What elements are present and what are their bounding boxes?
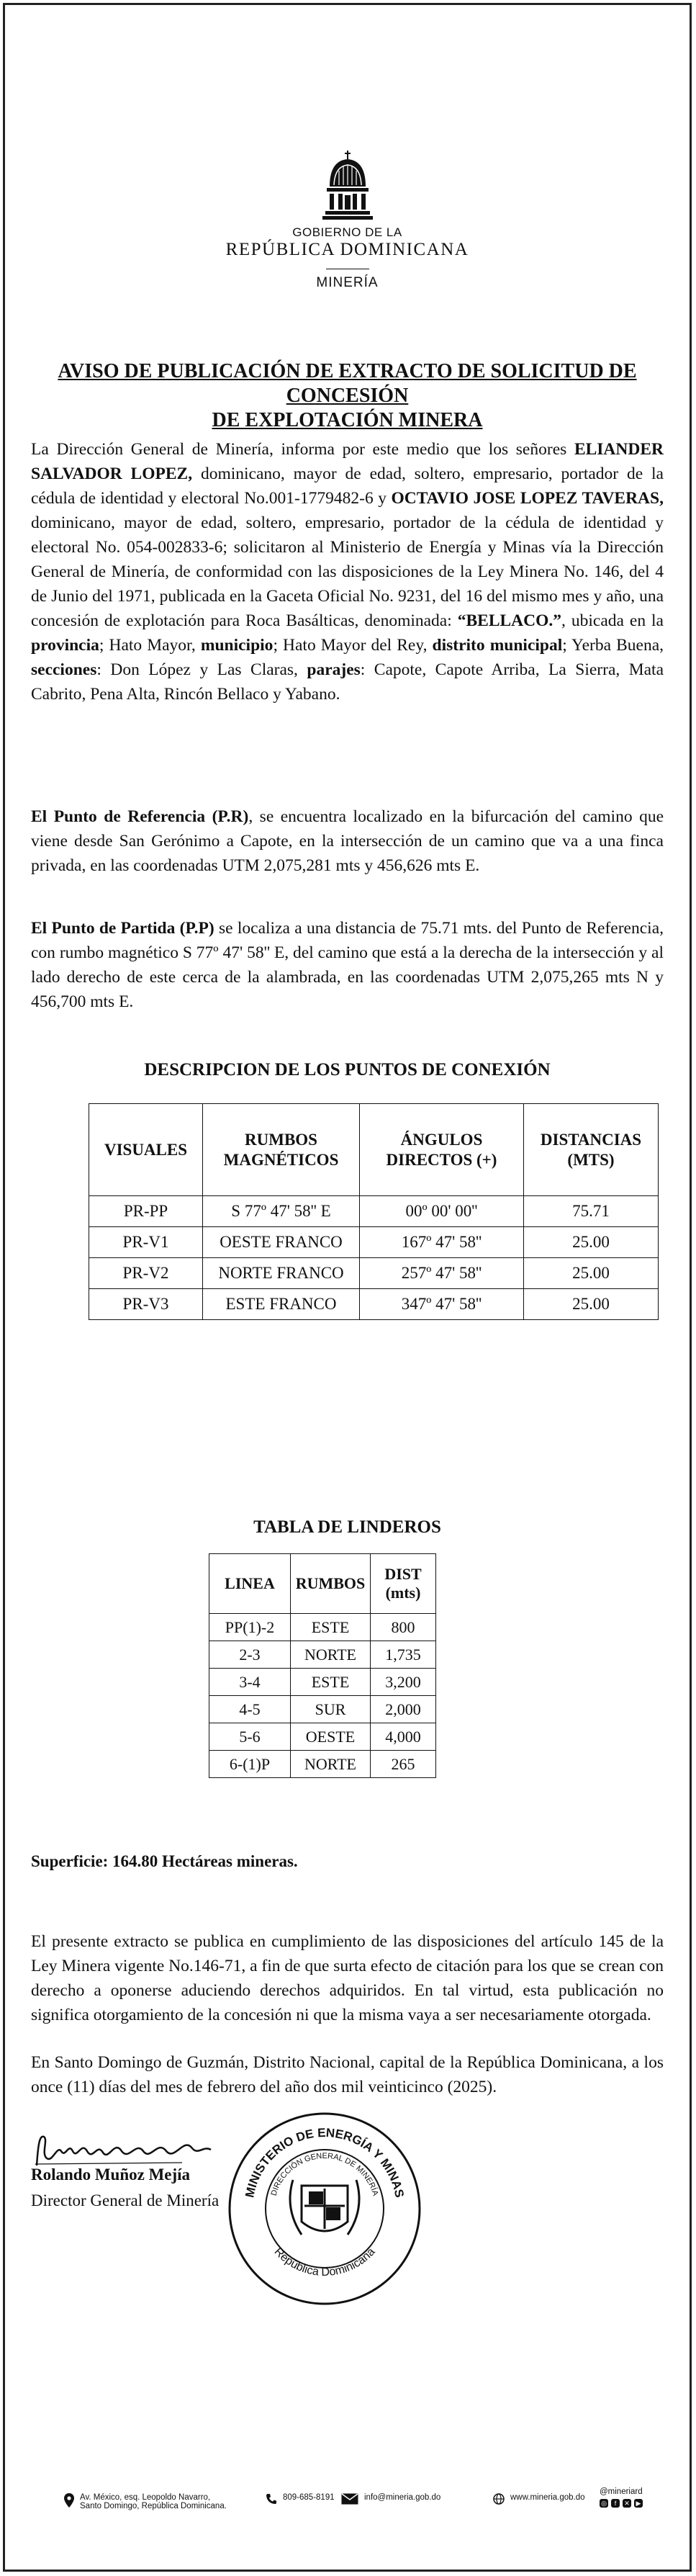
label-secciones: secciones: [31, 660, 97, 679]
text-run: , ubicada en la: [561, 611, 664, 630]
intro-paragraph: [31, 437, 664, 706]
table-cell: 265: [371, 1751, 436, 1778]
table-cell: ESTE FRANCO: [203, 1289, 360, 1320]
table-header-cell: DIST (mts): [371, 1554, 436, 1614]
surface-area: Superficie: 164.80 Hectáreas mineras.: [31, 1852, 298, 1870]
twitter-icon[interactable]: ✕: [623, 2499, 631, 2508]
stamp-top-text: MINISTERIO DE ENERGÍA Y MINAS: [243, 2125, 407, 2199]
starting-point-paragraph: [31, 916, 664, 1014]
table-cell: 257º 47' 58'': [360, 1258, 524, 1289]
letterhead: [31, 149, 664, 291]
text-run: La Dirección General de Minería, informa por este medio que los señores: [31, 440, 574, 459]
table-cell: ESTE: [291, 1614, 371, 1641]
table-cell: PP(1)-2: [209, 1614, 291, 1641]
table-header-cell: LINEA: [209, 1554, 291, 1614]
svg-text:MINISTERIO DE ENERGÍA Y MINAS: [243, 2126, 407, 2199]
starting-point-label: El Punto de Partida (P.P): [31, 919, 214, 938]
email-link[interactable]: info@mineria.gob.do: [364, 2493, 441, 2502]
document-body: [31, 5, 664, 2570]
text-run: se localiza a una distancia de 75.71 mts. del Punto de Referencia, con rumbo magnético S 77º 47' 58'' E, del camino que está a la derecha de la intersección y al lado derecho de este cerca de la alambrada, en las coordenadas UTM 2,075,265 mts N y 456,700 mts E.: [31, 919, 664, 1011]
official-stamp: [224, 2108, 425, 2310]
table-row: [209, 1751, 436, 1778]
table-cell: 4-5: [209, 1696, 291, 1723]
table-row: [89, 1289, 659, 1320]
table-header-cell: RUMBOS MAGNÉTICOS: [203, 1104, 360, 1196]
table-cell: PR-V1: [89, 1227, 203, 1258]
stamp-bottom-text: República Dominicana: [271, 2245, 378, 2279]
website-link[interactable]: www.mineria.gob.do: [510, 2493, 585, 2502]
table-header-cell: RUMBOS: [291, 1554, 371, 1614]
table-cell: 00º 00' 00'': [360, 1196, 524, 1227]
text-run: : Don López y Las Claras,: [96, 660, 307, 679]
footer-email: [341, 2493, 440, 2505]
table-cell: 1,735: [371, 1641, 436, 1669]
text-run: ; Hato Mayor del Rey,: [273, 636, 433, 655]
table-cell: PR-V3: [89, 1289, 203, 1320]
table-header-row: [89, 1104, 659, 1196]
legal-notice-paragraph: El presente extracto se publica en cumplimiento de las disposiciones del artículo 145 de la Ley Minera vigente No.146-71, a fin de que surta efecto de citación para los que se crean con derecho a oponerse aduciendo derechos adquiridos. En tal virtud, esta publicación no significa otorgamiento de la concesión ni que la misma vaya a ser necesariamente otorgada.: [31, 1932, 664, 2024]
table-cell: NORTE: [291, 1641, 371, 1669]
stamp-inner-text: DIRECCIÓN GENERAL DE MINERÍA: [269, 2151, 380, 2197]
boundaries-table: [209, 1553, 436, 1778]
footer-website: [493, 2493, 585, 2505]
table-cell: ESTE: [291, 1669, 371, 1696]
address-line-1: Av. México, esq. Leopoldo Navarro,: [80, 2493, 211, 2502]
phone-icon: [266, 2493, 277, 2505]
facebook-icon[interactable]: f: [611, 2499, 620, 2508]
government-seal-icon: [322, 149, 373, 221]
table-row: [209, 1669, 436, 1696]
signatory-name: Rolando Muñoz Mejía: [31, 2166, 191, 2184]
table-cell: 25.00: [524, 1258, 659, 1289]
label-provincia: provincia: [31, 636, 99, 655]
footer-contact-bar: [34, 2472, 661, 2551]
table-row: [89, 1196, 659, 1227]
table-row: [89, 1258, 659, 1289]
connection-points-title: DESCRIPCION DE LOS PUNTOS DE CONEXIÓN: [144, 1060, 551, 1080]
location-pin-icon: [64, 2493, 74, 2508]
table-cell: 25.00: [524, 1289, 659, 1320]
text-run: dominicano, mayor de edad, soltero, empresario, portador de la cédula de identidad y electoral No. 054-002833-6; solicitaron al Ministerio de Energía y Minas vía la Dirección General de Minería, de conformidad con las disposiciones de la Ley Minera No. 146, del 4 de Junio del 1971, publicada en la Gaceta Oficial No. 9231, del 16 del mismo mes y año, una concesión de explotación para Roca Basálticas, denominada:: [31, 513, 664, 630]
table-cell: OESTE FRANCO: [203, 1227, 360, 1258]
footer-address: [64, 2493, 227, 2510]
document-title: [31, 359, 664, 433]
table-cell: 3,200: [371, 1669, 436, 1696]
table-header-cell: VISUALES: [89, 1104, 203, 1196]
table-header-cell: DISTANCIAS (MTS): [524, 1104, 659, 1196]
applicant-1-name: ELIANDER SALVADOR LOPEZ,: [31, 440, 664, 483]
applicant-2-name: OCTAVIO JOSE LOPEZ TAVERAS,: [391, 489, 664, 508]
table-cell: 6-(1)P: [209, 1751, 291, 1778]
table-cell: NORTE: [291, 1751, 371, 1778]
title-line-1: AVISO DE PUBLICACIÓN DE EXTRACTO DE SOLICITUD DE CONCESIÓN: [58, 360, 637, 407]
table-cell: 25.00: [524, 1227, 659, 1258]
reference-point-paragraph: [31, 804, 664, 878]
table-cell: 347º 47' 58'': [360, 1289, 524, 1320]
text-run: , se encuentra localizado en la bifurcación del camino que viene desde San Gerónimo a Capote, en la intersección de un camino que va a una finca privada, en las coordenadas UTM 2,075,281 mts y 456,626 mts E.: [31, 807, 664, 875]
footer-phone: [266, 2493, 335, 2505]
table-row: [89, 1227, 659, 1258]
place-date-paragraph: En Santo Domingo de Guzmán, Distrito Nacional, capital de la República Dominicana, a los once (11) días del mes de febrero del año dos mil veinticinco (2025).: [31, 2053, 664, 2096]
table-row: [209, 1614, 436, 1641]
title-line-2: DE EXPLOTACIÓN MINERA: [212, 409, 483, 431]
table-cell: PR-V2: [89, 1258, 203, 1289]
instagram-icon[interactable]: ◎: [600, 2499, 608, 2508]
table-cell: SUR: [291, 1696, 371, 1723]
table-header-row: [209, 1554, 436, 1614]
connection-points-table: [89, 1103, 659, 1320]
text-run: ; Hato Mayor,: [99, 636, 201, 655]
table-cell: NORTE FRANCO: [203, 1258, 360, 1289]
country-label: REPÚBLICA DOMINICANA: [225, 240, 469, 259]
table-row: [209, 1723, 436, 1751]
globe-icon: [493, 2493, 505, 2505]
coat-of-arms-icon: [290, 2180, 359, 2235]
government-label: GOBIERNO DE LA: [292, 225, 402, 239]
signatory-title: Director General de Minería: [31, 2191, 220, 2209]
concession-name: “BELLACO.”: [457, 611, 562, 630]
table-cell: OESTE: [291, 1723, 371, 1751]
table-header-cell: ÁNGULOS DIRECTOS (+): [360, 1104, 524, 1196]
table-cell: 3-4: [209, 1669, 291, 1696]
boundaries-title: TABLA DE LINDEROS: [253, 1517, 441, 1537]
table-cell: 2-3: [209, 1641, 291, 1669]
address-line-2: Santo Domingo, República Dominicana.: [80, 2502, 227, 2510]
table-cell: 167º 47' 58'': [360, 1227, 524, 1258]
table-cell: 800: [371, 1614, 436, 1641]
svg-text:República Dominicana: [272, 2245, 378, 2279]
envelope-icon: [341, 2493, 358, 2505]
phone-number[interactable]: 809-685-8191: [283, 2493, 335, 2502]
table-cell: S 77º 47' 58'' E: [203, 1196, 360, 1227]
social-handle[interactable]: @mineriard: [600, 2487, 643, 2496]
table-row: [209, 1641, 436, 1669]
youtube-icon[interactable]: ▶: [634, 2499, 643, 2508]
reference-point-label: El Punto de Referencia (P.R): [31, 807, 249, 826]
text-run: ; Yerba Buena,: [562, 636, 664, 655]
table-cell: 75.71: [524, 1196, 659, 1227]
label-distrito: distrito municipal: [432, 636, 563, 655]
page-frame: [3, 3, 692, 2572]
table-cell: PR-PP: [89, 1196, 203, 1227]
footer-social: [600, 2487, 643, 2508]
table-row: [209, 1696, 436, 1723]
ministry-label: MINERÍA: [316, 275, 379, 290]
text-run: dominicano, mayor de edad, soltero, empresario, portador de la cédula de identidad y electoral No.001-1779482-6 y: [31, 465, 664, 508]
table-cell: 2,000: [371, 1696, 436, 1723]
table-cell: 5-6: [209, 1723, 291, 1751]
label-municipio: municipio: [200, 636, 274, 655]
table-cell: 4,000: [371, 1723, 436, 1751]
text-run: : Capote, Capote Arriba, La Sierra, Mata Cabrito, Pena Alta, Rincón Bellaco y Yabano.: [31, 660, 664, 704]
label-parajes: parajes: [307, 660, 361, 679]
